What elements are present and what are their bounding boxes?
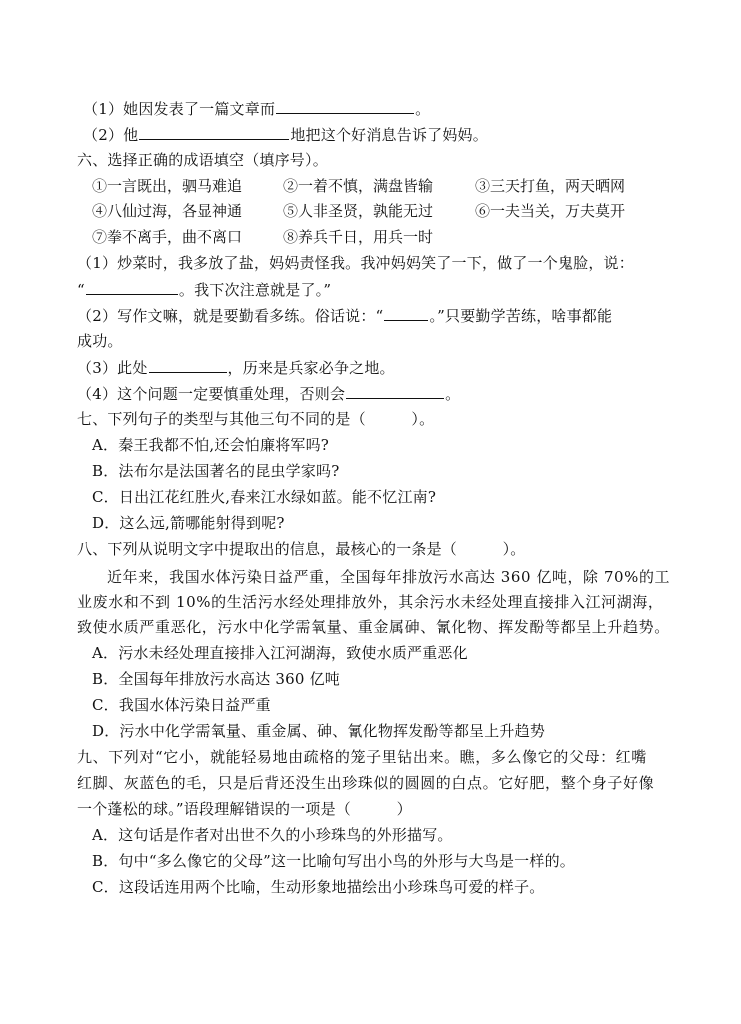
idiom-option: ⑧养兵千日，用兵一时 <box>283 228 434 246</box>
answer-blank[interactable] <box>149 357 227 373</box>
q7-option-b: B．法布尔是法国著名的昆虫学家吗? <box>92 462 340 480</box>
q9-option-c: C．这段话连用两个比喻，生动形象地描绘出小珍珠鸟可爱的样子。 <box>92 878 545 896</box>
q7-option-c: C．日出江花红胜火,春来江水绿如蓝。能不忆江南? <box>92 488 437 506</box>
q9-heading-line: 九、下列对“它小，就能轻易地由疏格的笼子里钻出来。瞧，多么像它的父母：红嘴 <box>77 748 647 766</box>
q6-sentence-4: （4）这个问题一定要慎重处理，否则会 。 <box>77 385 461 403</box>
q8-option-a: A．污水未经处理直接排入江河湖海，致使水质严重恶化 <box>92 644 468 662</box>
idiom-option: ①一言既出，驷马难追 <box>92 177 243 195</box>
idiom-option: ②一着不慎，满盘皆输 <box>283 177 434 195</box>
q6-sentence-2-cont: 成功。 <box>77 332 123 350</box>
q8-option-b: B．全国每年排放污水高达 360 亿吨 <box>92 670 340 688</box>
q9-heading-line: 一个蓬松的球。”语段理解错误的一项是（ ） <box>77 800 412 818</box>
q8-passage-line: 致使水质严重恶化，污水中化学需氧量、重金属砷、氰化物、挥发酚等都呈上升趋势。 <box>77 618 670 636</box>
q7-option-d: D．这么远,箭哪能射得到呢? <box>92 514 285 532</box>
idiom-option: ⑦拳不离手，曲不离口 <box>92 228 243 246</box>
idiom-option: ④八仙过海，各显神通 <box>92 202 243 220</box>
q6-sentence-3: （3）此处 ，历来是兵家必争之地。 <box>77 359 395 377</box>
q5-item-1: （1）她因发表了一篇文章而 。 <box>83 100 431 118</box>
q5-item-2: （2）他 地把这个好消息告诉了妈妈。 <box>83 126 488 144</box>
q9-option-b: B．句中“多么像它的父母”这一比喻句写出小鸟的外形与大鸟是一样的。 <box>92 852 575 870</box>
q8-option-c: C．我国水体污染日益严重 <box>92 696 271 714</box>
q6-sentence-1: （1）炒菜时，我多放了盐，妈妈责怪我。我冲妈妈笑了一下，做了一个鬼脸，说： <box>77 254 634 272</box>
q7-heading: 七、下列句子的类型与其他三句不同的是（ ）。 <box>77 410 435 428</box>
answer-blank[interactable] <box>139 124 289 140</box>
idiom-option: ⑤人非圣贤，孰能无过 <box>283 202 434 220</box>
q8-option-d: D．污水中化学需氧量、重金属、砷、氰化物挥发酚等都呈上升趋势 <box>92 722 546 740</box>
idiom-option: ③三天打鱼，两天晒网 <box>475 177 626 195</box>
q8-passage-line: 近年来，我国水体污染日益严重，全国每年排放污水高达 360 亿吨，除 70%的工 <box>107 568 671 586</box>
q9-heading-line: 红脚、灰蓝色的毛，只是后背还没生出珍珠似的圆圆的白点。它好肥，整个身子好像 <box>77 774 655 792</box>
q6-sentence-1-cont: “ 。我下次注意就是了。” <box>77 281 332 299</box>
q7-option-a: A．秦王我都不怕,还会怕廉将军吗? <box>92 436 330 454</box>
q6-heading: 六、选择正确的成语填空（填序号）。 <box>77 151 328 169</box>
answer-blank[interactable] <box>86 279 178 295</box>
answer-blank[interactable] <box>276 98 414 114</box>
q9-option-a: A．这句话是作者对出世不久的小珍珠鸟的外形描写。 <box>92 826 453 844</box>
idiom-option: ⑥一夫当关，万夫莫开 <box>475 202 626 220</box>
q6-sentence-2: （2）写作文嘛，就是要勤看多练。俗话说：“ 。”只要勤学苦练，啥事都能 <box>77 307 613 325</box>
q8-passage-line: 业废水和不到 10%的生活污水经处理排放外，其余污水未经处理直接排入江河湖海， <box>77 593 664 611</box>
answer-blank[interactable] <box>384 305 428 321</box>
q8-heading: 八、下列从说明文字中提取出的信息，最核心的一条是（ ）。 <box>77 540 526 558</box>
answer-blank[interactable] <box>346 383 444 399</box>
